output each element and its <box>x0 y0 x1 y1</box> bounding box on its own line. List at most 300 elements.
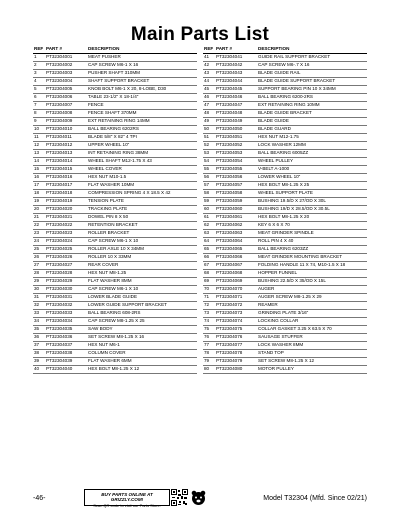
part-number-cell: PT32304060 <box>215 205 257 213</box>
ref-cell: 3 <box>33 69 45 77</box>
description-cell: WHEEL SUPPORT PLATE <box>257 189 367 197</box>
part-number-cell: PT32304032 <box>45 301 87 309</box>
ref-cell: 6 <box>33 93 45 101</box>
part-number-cell: PT32304040 <box>45 365 87 373</box>
description-cell: GRINDING PLATE 3/16" <box>257 309 367 317</box>
table-row <box>203 69 367 77</box>
table-row <box>33 93 197 101</box>
table-row <box>33 293 197 301</box>
description-cell: SET SCREW M8-1.25 X 12 <box>257 357 367 365</box>
ref-cell: 5 <box>33 85 45 93</box>
ref-cell: 43 <box>203 69 215 77</box>
qr-code-icon[interactable] <box>171 489 188 506</box>
table-row <box>203 245 367 253</box>
part-header: PART # <box>45 45 87 53</box>
ref-cell: 11 <box>33 133 45 141</box>
description-cell: HEX NUT M12-1.75 <box>257 133 367 141</box>
part-number-cell: PT32304038 <box>45 349 87 357</box>
table-row <box>33 341 197 349</box>
table-row <box>33 269 197 277</box>
table-row <box>203 309 367 317</box>
part-number-cell: PT32304023 <box>45 229 87 237</box>
description-cell: LOCKING COLLAR <box>257 317 367 325</box>
ref-cell: 67 <box>203 261 215 269</box>
ref-cell: 52 <box>203 141 215 149</box>
part-number-cell: PT32304064 <box>215 237 257 245</box>
description-cell: TENSION PLATE <box>87 197 197 205</box>
ref-cell: 72 <box>203 301 215 309</box>
description-cell: COLLAR GASKET 3.25 X 63.5 X 70 <box>257 325 367 333</box>
description-cell: AUGER <box>257 285 367 293</box>
ref-cell: 19 <box>33 197 45 205</box>
description-cell: CAP SCREW M6-1 X 10 <box>87 285 197 293</box>
description-cell: LOWER GUIDE SUPPORT BRACKET <box>87 301 197 309</box>
description-cell: RETENTION BRACKET <box>87 221 197 229</box>
part-number-cell: PT32304049 <box>215 117 257 125</box>
part-number-cell: PT32304054 <box>215 157 257 165</box>
ref-cell: 50 <box>203 125 215 133</box>
table-row <box>33 133 197 141</box>
part-number-cell: PT32304043 <box>215 69 257 77</box>
description-cell: GUIDE RAIL SUPPORT BRACKET <box>257 53 367 61</box>
ref-cell: 44 <box>203 77 215 85</box>
description-cell: BALL BEARING 6202RS <box>87 125 197 133</box>
table-row <box>33 61 197 69</box>
table-row <box>203 341 367 349</box>
ref-cell: 14 <box>33 157 45 165</box>
ref-cell: 63 <box>203 229 215 237</box>
part-number-cell: PT32304017 <box>45 181 87 189</box>
grizzly-bear-logo-icon <box>190 489 207 506</box>
table-row <box>203 93 367 101</box>
description-cell: KEY 6 X 6 X 70 <box>257 221 367 229</box>
ref-cell: 75 <box>203 325 215 333</box>
ref-cell: 51 <box>203 133 215 141</box>
ref-cell: 71 <box>203 293 215 301</box>
part-number-cell: PT32304074 <box>215 317 257 325</box>
part-number-cell: PT32304020 <box>45 205 87 213</box>
buy-parts-banner[interactable] <box>84 489 170 506</box>
parts-tables <box>33 45 367 374</box>
description-cell: LOCK WASHER 8MM <box>257 341 367 349</box>
part-number-cell: PT32304002 <box>45 61 87 69</box>
model-info: Model T32304 (Mfd. Since 02/21) <box>263 495 367 502</box>
ref-cell: 62 <box>203 221 215 229</box>
part-number-cell: PT32304027 <box>45 261 87 269</box>
description-cell: MEAT PUSHER <box>87 53 197 61</box>
ref-cell: 60 <box>203 205 215 213</box>
table-row <box>203 261 367 269</box>
description-cell: HEX NUT M10-1.5 <box>87 173 197 181</box>
description-cell: SAUSAGE STUFFER <box>257 333 367 341</box>
table-row <box>203 285 367 293</box>
ref-cell: 17 <box>33 181 45 189</box>
table-row <box>203 213 367 221</box>
table-row <box>33 157 197 165</box>
ref-cell: 55 <box>203 165 215 173</box>
table-row <box>203 189 367 197</box>
ref-cell: 80 <box>203 365 215 373</box>
part-number-cell: PT32304016 <box>45 173 87 181</box>
description-cell: EXT RETAINING RING 10MM <box>257 101 367 109</box>
ref-cell: 58 <box>203 189 215 197</box>
table-row <box>203 141 367 149</box>
table-row <box>203 221 367 229</box>
part-number-cell: PT32304069 <box>215 277 257 285</box>
part-number-cell: PT32304008 <box>45 109 87 117</box>
ref-cell: 27 <box>33 261 45 269</box>
ref-cell: 13 <box>33 149 45 157</box>
description-cell: EXT RETAINING RING 14MM <box>87 117 197 125</box>
table-row <box>33 229 197 237</box>
part-number-cell: PT32304070 <box>215 285 257 293</box>
ref-cell: 18 <box>33 189 45 197</box>
description-cell: BLADE GUIDE SUPPORT BRACKET <box>257 77 367 85</box>
description-cell: CAP SCREW M8-1.25 X 25 <box>87 317 197 325</box>
table-row <box>203 77 367 85</box>
part-number-cell: PT32304014 <box>45 157 87 165</box>
table-header-row <box>33 45 197 53</box>
part-number-cell: PT32304039 <box>45 357 87 365</box>
part-number-cell: PT32304078 <box>215 349 257 357</box>
part-number-cell: PT32304067 <box>215 261 257 269</box>
ref-cell: 56 <box>203 173 215 181</box>
part-number-cell: PT32304065 <box>215 245 257 253</box>
description-cell: KNOB BOLT M6-1 X 20, 8-LOBE, D30 <box>87 85 197 93</box>
description-cell: SHAFT SUPPORT BRACKET <box>87 77 197 85</box>
description-cell: BALL BEARING 608-2RS <box>87 309 197 317</box>
description-cell: FLAT WASHER 6MM <box>87 357 197 365</box>
ref-cell: 69 <box>203 277 215 285</box>
table-row <box>203 181 367 189</box>
part-number-cell: PT32304050 <box>215 125 257 133</box>
part-number-cell: PT32304059 <box>215 197 257 205</box>
ref-cell: 42 <box>203 61 215 69</box>
table-row <box>33 69 197 77</box>
part-number-cell: PT32304033 <box>45 309 87 317</box>
description-cell: BUSHING 22.5/D X 35/OD X 15L <box>257 277 367 285</box>
ref-cell: 47 <box>203 101 215 109</box>
description-cell: TABLE 23-1/2" X 18-1/4" <box>87 93 197 101</box>
table-row <box>33 285 197 293</box>
ref-cell: 59 <box>203 197 215 205</box>
part-number-cell: PT32304006 <box>45 93 87 101</box>
ref-cell: 31 <box>33 293 45 301</box>
table-row <box>33 125 197 133</box>
table-row <box>33 349 197 357</box>
ref-header: REF <box>203 45 215 53</box>
ref-cell: 7 <box>33 101 45 109</box>
description-cell: HEX NUT M6-1 <box>87 341 197 349</box>
part-number-cell: PT32304001 <box>45 53 87 61</box>
table-row <box>203 277 367 285</box>
table-row <box>33 325 197 333</box>
description-cell: LOWER BLADE GUIDE <box>87 293 197 301</box>
description-cell: DOWEL PIN 8 X 50 <box>87 213 197 221</box>
part-number-cell: PT32304003 <box>45 69 87 77</box>
table-row <box>203 237 367 245</box>
ref-cell: 20 <box>33 205 45 213</box>
part-number-cell: PT32304021 <box>45 213 87 221</box>
part-header: PART # <box>215 45 257 53</box>
table-row <box>33 205 197 213</box>
ref-cell: 37 <box>33 341 45 349</box>
ref-cell: 38 <box>33 349 45 357</box>
description-cell: MOTOR PULLEY <box>257 365 367 373</box>
table-row <box>203 301 367 309</box>
ref-cell: 64 <box>203 237 215 245</box>
table-header-row <box>203 45 367 53</box>
ref-cell: 70 <box>203 285 215 293</box>
table-row <box>203 317 367 325</box>
ref-cell: 16 <box>33 173 45 181</box>
buy-parts-headline: BUY PARTS ONLINE AT GRIZZLY.COM! <box>101 492 153 502</box>
part-number-cell: PT32304071 <box>215 293 257 301</box>
part-number-cell: PT32304048 <box>215 109 257 117</box>
table-row <box>203 149 367 157</box>
description-cell: BLADE GUIDE <box>257 117 367 125</box>
ref-cell: 61 <box>203 213 215 221</box>
ref-cell: 39 <box>33 357 45 365</box>
description-cell: CAP SCREW M6-1 X 16 <box>87 61 197 69</box>
ref-cell: 73 <box>203 309 215 317</box>
table-row <box>33 253 197 261</box>
description-cell: FLAT WASHER 10MM <box>87 181 197 189</box>
table-row <box>33 165 197 173</box>
table-row <box>203 61 367 69</box>
table-row <box>33 53 197 61</box>
description-cell: MEAT GRINDER MOUNTING BRACKET <box>257 253 367 261</box>
parts-table-left-body <box>33 53 197 373</box>
part-number-cell: PT32304076 <box>215 333 257 341</box>
table-row <box>33 245 197 253</box>
ref-cell: 48 <box>203 109 215 117</box>
part-number-cell: PT32304066 <box>215 253 257 261</box>
part-number-cell: PT32304004 <box>45 77 87 85</box>
table-row <box>203 325 367 333</box>
table-row <box>33 117 197 125</box>
description-cell: SAW BODY <box>87 325 197 333</box>
table-row <box>33 261 197 269</box>
part-number-cell: PT32304080 <box>215 365 257 373</box>
parts-table-left <box>33 45 197 374</box>
table-row <box>203 117 367 125</box>
description-cell: FOLDING HANDLE 11 X 74, M10-1.5 X 18 <box>257 261 367 269</box>
description-cell: MEAT GRINDER SPINDLE <box>257 229 367 237</box>
table-row <box>33 77 197 85</box>
description-cell: REAMER <box>257 301 367 309</box>
ref-cell: 36 <box>33 333 45 341</box>
part-number-cell: PT32304025 <box>45 245 87 253</box>
table-row <box>203 357 367 365</box>
part-number-cell: PT32304007 <box>45 101 87 109</box>
qr-instructions: Scan QR code to visit our Parts Store. <box>93 503 161 508</box>
part-number-cell: PT32304028 <box>45 269 87 277</box>
table-row <box>33 277 197 285</box>
part-number-cell: PT32304075 <box>215 325 257 333</box>
ref-cell: 4 <box>33 77 45 85</box>
table-row <box>203 125 367 133</box>
table-row <box>33 221 197 229</box>
part-number-cell: PT32304013 <box>45 149 87 157</box>
description-cell: BLADE GUARD <box>257 125 367 133</box>
parts-table-right <box>203 45 367 374</box>
description-cell: BLADE 5/8" X 82" 4 TPI <box>87 133 197 141</box>
description-cell: SET SCREW M8-1.25 X 16 <box>87 333 197 341</box>
description-cell: HEX BOLT M8-1.25 X 20 <box>257 213 367 221</box>
description-header: DESCRIPTION <box>87 45 197 53</box>
table-row <box>203 293 367 301</box>
table-row <box>203 53 367 61</box>
ref-cell: 15 <box>33 165 45 173</box>
page-number: -46- <box>33 495 46 502</box>
description-cell: HOPPER FUNNEL <box>257 269 367 277</box>
ref-cell: 65 <box>203 245 215 253</box>
ref-cell: 34 <box>33 317 45 325</box>
part-number-cell: PT32304026 <box>45 253 87 261</box>
part-number-cell: PT32304029 <box>45 277 87 285</box>
description-cell: V-BELT A-1000 <box>257 165 367 173</box>
part-number-cell: PT32304053 <box>215 149 257 157</box>
description-cell: UPPER WHEEL 10" <box>87 141 197 149</box>
table-row <box>33 101 197 109</box>
ref-cell: 76 <box>203 333 215 341</box>
table-row <box>203 205 367 213</box>
table-row <box>33 237 197 245</box>
ref-cell: 30 <box>33 285 45 293</box>
part-number-cell: PT32304034 <box>45 317 87 325</box>
description-cell: STAND TOP <box>257 349 367 357</box>
ref-cell: 53 <box>203 149 215 157</box>
description-cell: BUSHING 19.5/D X 27/OD X 30L <box>257 197 367 205</box>
table-row <box>33 149 197 157</box>
ref-cell: 29 <box>33 277 45 285</box>
description-cell: FENCE SHAFT 370MM <box>87 109 197 117</box>
part-number-cell: PT32304057 <box>215 181 257 189</box>
description-cell: ROLLER 10 X 33MM <box>87 253 197 261</box>
ref-header: REF <box>33 45 45 53</box>
table-row <box>203 101 367 109</box>
ref-cell: 35 <box>33 325 45 333</box>
description-cell: INT RETAINING RING 38MM <box>87 149 197 157</box>
ref-cell: 24 <box>33 237 45 245</box>
part-number-cell: PT32304009 <box>45 117 87 125</box>
description-cell: AUGER SCREW M8-1.25 X 29 <box>257 293 367 301</box>
part-number-cell: PT32304073 <box>215 309 257 317</box>
part-number-cell: PT32304079 <box>215 357 257 365</box>
ref-cell: 79 <box>203 357 215 365</box>
table-row <box>33 189 197 197</box>
ref-cell: 49 <box>203 117 215 125</box>
part-number-cell: PT32304058 <box>215 189 257 197</box>
part-number-cell: PT32304045 <box>215 85 257 93</box>
table-row <box>33 173 197 181</box>
table-row <box>33 301 197 309</box>
table-row <box>203 85 367 93</box>
part-number-cell: PT32304024 <box>45 237 87 245</box>
page-footer <box>0 488 400 508</box>
table-row <box>203 109 367 117</box>
parts-table-right-body <box>203 53 367 373</box>
description-cell: CAP SCREW M6-1 X 10 <box>87 237 197 245</box>
part-number-cell: PT32304063 <box>215 229 257 237</box>
description-cell: TRACKING PLATE <box>87 205 197 213</box>
table-row <box>203 173 367 181</box>
table-row <box>33 357 197 365</box>
ref-cell: 77 <box>203 341 215 349</box>
description-cell: ROLLER BRACKET <box>87 229 197 237</box>
ref-cell: 57 <box>203 181 215 189</box>
part-number-cell: PT32304041 <box>215 53 257 61</box>
ref-cell: 40 <box>33 365 45 373</box>
part-number-cell: PT32304035 <box>45 325 87 333</box>
table-row <box>33 309 197 317</box>
part-number-cell: PT32304047 <box>215 101 257 109</box>
part-number-cell: PT32304012 <box>45 141 87 149</box>
table-row <box>33 213 197 221</box>
ref-cell: 45 <box>203 85 215 93</box>
ref-cell: 32 <box>33 301 45 309</box>
table-row <box>203 133 367 141</box>
part-number-cell: PT32304052 <box>215 141 257 149</box>
description-cell: LOCK WASHER 12MM <box>257 141 367 149</box>
description-cell: WHEEL PULLEY <box>257 157 367 165</box>
description-cell: BUSHING 19/D X 28.5/OD X 30.5L <box>257 205 367 213</box>
part-number-cell: PT32304042 <box>215 61 257 69</box>
table-row <box>203 365 367 373</box>
ref-cell: 26 <box>33 253 45 261</box>
part-number-cell: PT32304061 <box>215 213 257 221</box>
table-row <box>33 197 197 205</box>
page-title: Main Parts List <box>130 24 270 45</box>
table-row <box>203 229 367 237</box>
table-row <box>203 253 367 261</box>
description-cell: BALL BEARING 6005ZZ <box>257 149 367 157</box>
part-number-cell: PT32304005 <box>45 85 87 93</box>
description-cell: PUSHER SHAFT 310MM <box>87 69 197 77</box>
description-cell: CAP SCREW M6-.7 X 16 <box>257 61 367 69</box>
table-row <box>33 317 197 325</box>
ref-cell: 33 <box>33 309 45 317</box>
description-cell: REAR COVER <box>87 261 197 269</box>
ref-cell: 54 <box>203 157 215 165</box>
ref-cell: 1 <box>33 53 45 61</box>
ref-cell: 41 <box>203 53 215 61</box>
ref-cell: 23 <box>33 229 45 237</box>
part-number-cell: PT32304022 <box>45 221 87 229</box>
part-number-cell: PT32304018 <box>45 189 87 197</box>
part-number-cell: PT32304062 <box>215 221 257 229</box>
part-number-cell: PT32304051 <box>215 133 257 141</box>
table-row <box>203 157 367 165</box>
table-row <box>33 181 197 189</box>
part-number-cell: PT32304030 <box>45 285 87 293</box>
ref-cell: 8 <box>33 109 45 117</box>
ref-cell: 10 <box>33 125 45 133</box>
description-cell: WHEEL COVER <box>87 165 197 173</box>
ref-cell: 22 <box>33 221 45 229</box>
ref-cell: 21 <box>33 213 45 221</box>
ref-cell: 25 <box>33 245 45 253</box>
description-cell: HEX NUT M8-1.25 <box>87 269 197 277</box>
part-number-cell: PT32304036 <box>45 333 87 341</box>
description-cell: HEX BOLT M8-1.25 X 12 <box>87 365 197 373</box>
part-number-cell: PT32304056 <box>215 173 257 181</box>
table-row <box>33 365 197 373</box>
table-row <box>203 349 367 357</box>
description-cell: BLADE GUIDE BRACKET <box>257 109 367 117</box>
description-cell: ROLLER AXLE 10 X 34MM <box>87 245 197 253</box>
